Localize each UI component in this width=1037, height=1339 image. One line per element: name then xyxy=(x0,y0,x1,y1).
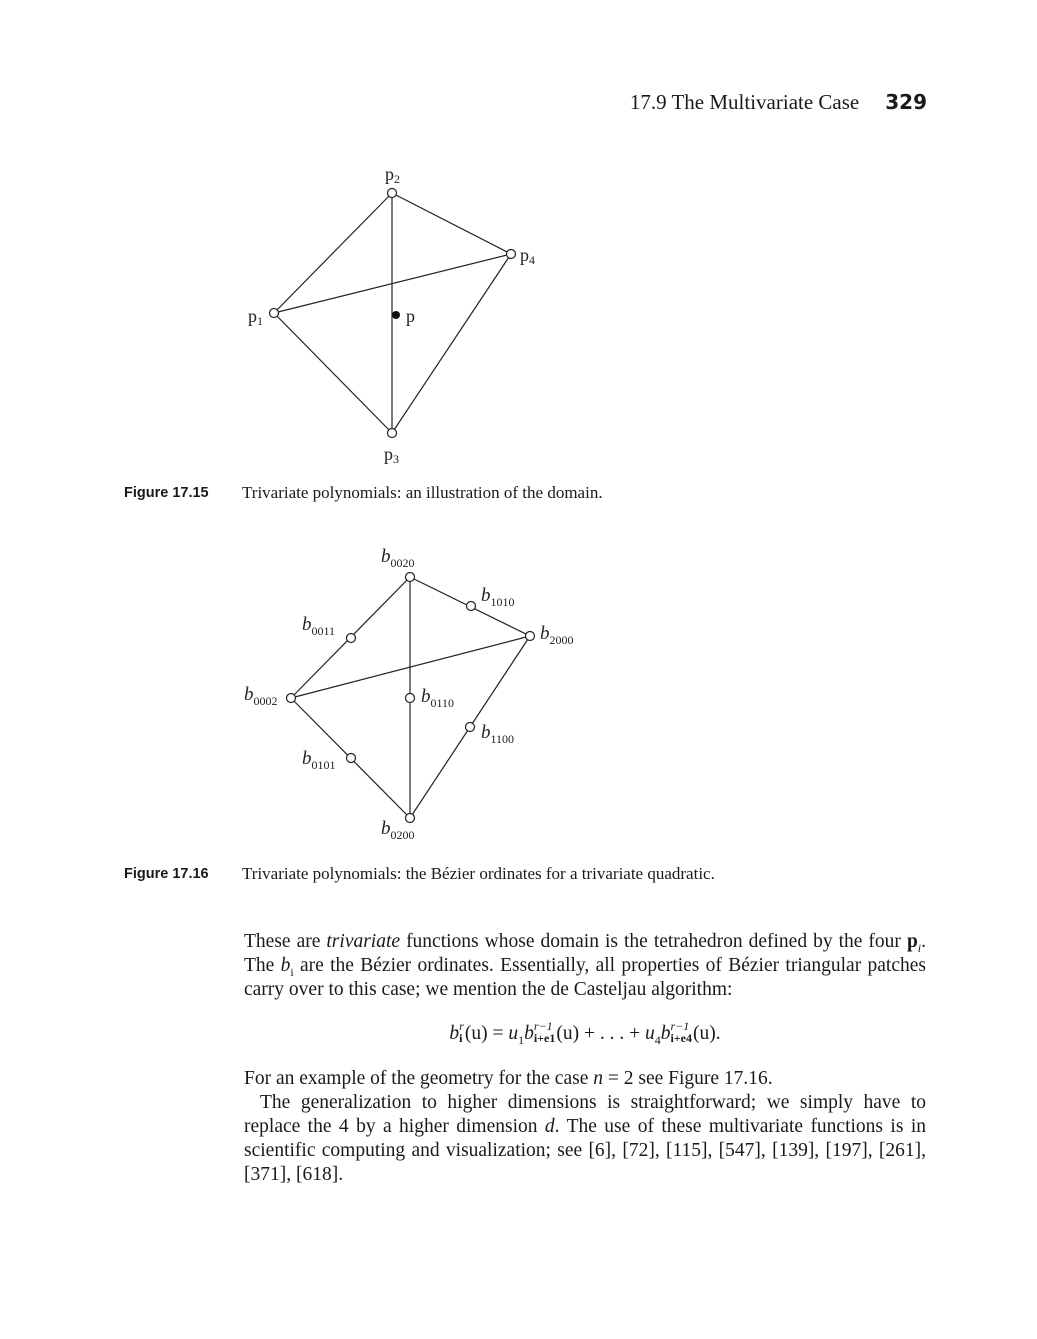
paragraph-1 xyxy=(244,930,926,1002)
figure-17-16-caption-text: Trivariate polynomials: the Bézier ordinates for a trivariate quadratic. xyxy=(242,864,715,883)
formula-u1-sub: 1 xyxy=(518,1032,525,1047)
p1-emphasis: trivariate xyxy=(326,931,401,952)
p3-italic-d: d xyxy=(544,1115,555,1137)
label-b0002: $b_{0002}$ xyxy=(244,684,278,708)
body-text xyxy=(244,930,926,1187)
label-b0200: $b_{0200}$ xyxy=(381,818,415,842)
formula-lhs-sub: i xyxy=(459,1030,463,1045)
edge-p1-p2 xyxy=(274,193,392,313)
node-b2000 xyxy=(526,632,535,641)
label-p: p xyxy=(406,306,415,326)
edge-p2-p4 xyxy=(392,193,511,254)
formula-t2-sup: r−1 xyxy=(670,1018,690,1033)
node-b0200 xyxy=(406,814,415,823)
figure-17-16-caption xyxy=(124,864,715,884)
label-p3: p3 xyxy=(384,444,399,466)
label-b0110: $b_{0110}$ xyxy=(421,686,455,710)
edge-p1-p3 xyxy=(274,313,392,433)
formula-t1-sup: r−1 xyxy=(533,1018,553,1033)
label-p4: p4 xyxy=(520,245,535,267)
formula-t2-sub: i+e4 xyxy=(670,1030,692,1045)
formula-lhs-arg: (u) = xyxy=(464,1023,509,1044)
formula-lhs-sup: r xyxy=(459,1018,464,1033)
figure-17-15-caption-text: Trivariate polynomials: an illustration of the domain. xyxy=(242,483,603,502)
label-p1: p1 xyxy=(248,306,263,328)
node-b0020 xyxy=(406,573,415,582)
formula-t1-sub: i+e1 xyxy=(533,1030,556,1045)
p1-text-f: are the Bézier ordinates. Essentially, all properties of Bézier triangular patches carry over to this case; we mention the de Casteljau algorithm: xyxy=(244,955,926,1000)
label-b0011: $b_{0011}$ xyxy=(302,614,336,638)
vertex-p3 xyxy=(388,429,397,438)
formula-t1-arg: (u) + . . . + xyxy=(556,1023,645,1044)
p1-sub-bi: i xyxy=(290,964,294,979)
p1-italic-b: b xyxy=(280,955,291,976)
vertex-p2 xyxy=(388,189,397,198)
node-b1100 xyxy=(466,723,475,732)
p3-text-a: The generalization to higher dimensions is straightforward; we simply have to replace the 4 by a higher dimension xyxy=(244,1091,926,1137)
edge-p3-p4 xyxy=(392,254,511,433)
formula-u1: u xyxy=(508,1023,519,1044)
p1-text-a: These are xyxy=(244,931,327,952)
node-b1010 xyxy=(467,602,476,611)
de-casteljau-formula xyxy=(244,1018,926,1047)
p1-text-d: . The xyxy=(244,931,927,976)
formula-u4-sub: 4 xyxy=(654,1032,661,1047)
node-b0002 xyxy=(287,694,296,703)
p1-sub-i: i xyxy=(917,940,922,955)
section-title: 17.9 The Multivariate Case xyxy=(629,90,860,114)
label-b0020: $b_{0020}$ xyxy=(381,546,415,570)
paragraph-3 xyxy=(244,1091,926,1187)
node-b0011 xyxy=(347,634,356,643)
formula-u4: u xyxy=(644,1023,655,1044)
p2-text-a: For an example of the geometry for the case xyxy=(244,1067,594,1089)
formula-lhs-b: b xyxy=(449,1023,460,1044)
figure-17-15-diagram xyxy=(0,0,1037,480)
label-b0101: $b_{0101}$ xyxy=(302,748,336,772)
interior-point-p xyxy=(392,311,400,319)
node-b0110 xyxy=(406,694,415,703)
label-p2: p2 xyxy=(385,164,400,186)
formula-t2-arg: (u). xyxy=(692,1023,721,1044)
node-b0101 xyxy=(347,754,356,763)
p1-text-b: functions whose domain is the tetrahedron defined by the four xyxy=(400,931,901,952)
p3-text-b: . The use of these multivariate functions is in scientific computing and visualization; see [6], [72], [115], [547], [139], [197], [261], [371], [618]. xyxy=(244,1115,926,1185)
page-number: 329 xyxy=(885,90,927,114)
vertex-p1 xyxy=(270,309,279,318)
label-b1010: $b_{1010}$ xyxy=(481,585,515,609)
p2-text-b: = 2 see Figure 17.16. xyxy=(603,1067,773,1089)
figure-17-16-label: Figure 17.16 xyxy=(124,866,209,882)
paragraph-2 xyxy=(244,1067,926,1091)
label-b1100: $b_{1100}$ xyxy=(481,722,515,746)
label-b2000: $b_{2000}$ xyxy=(540,623,574,647)
p1-bold-p: p xyxy=(906,931,918,952)
p2-italic-n: n xyxy=(593,1067,603,1089)
figure-17-15-label: Figure 17.15 xyxy=(124,485,209,501)
formula-t2-b: b xyxy=(660,1023,671,1044)
vertex-p4 xyxy=(507,250,516,259)
figure-17-16-diagram xyxy=(0,540,1037,860)
formula-t1-b: b xyxy=(524,1023,534,1044)
figure-17-15-caption xyxy=(124,483,603,503)
